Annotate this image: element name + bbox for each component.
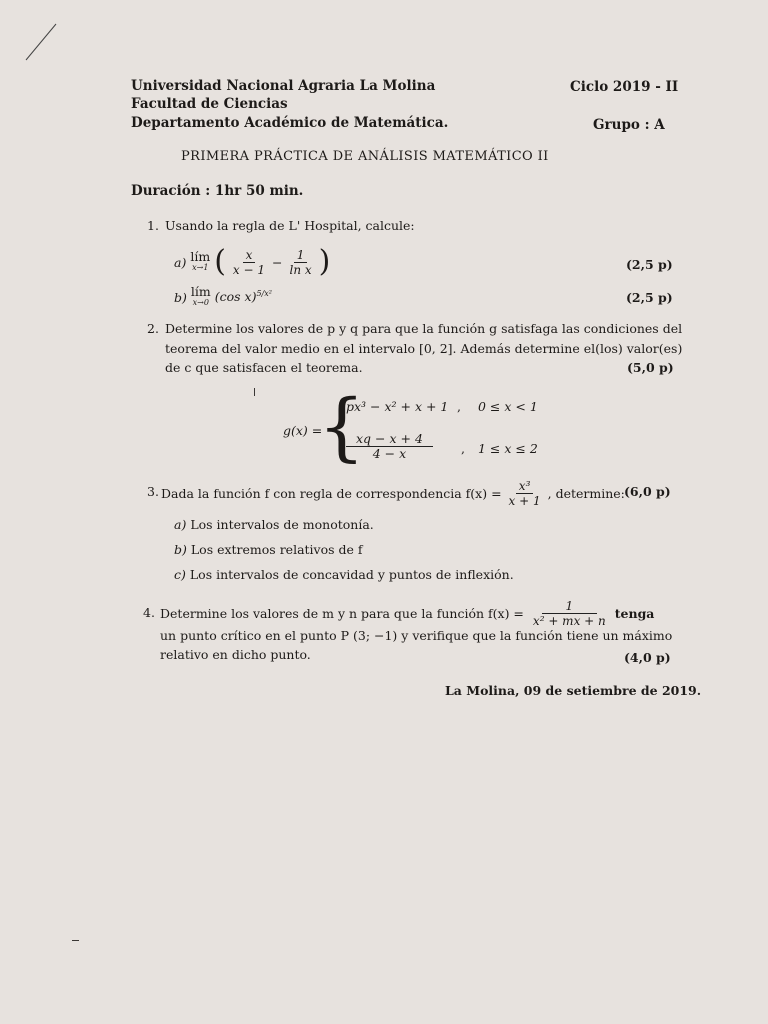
q2-points: (5,0 p) [627, 360, 674, 375]
q1a-points: (2,5 p) [626, 257, 673, 272]
lim-word: lím [190, 249, 211, 264]
q4-line-1: Determine los valores de m y n para que la función f(x) = [160, 605, 524, 621]
lim-subscript: x→1 [192, 263, 209, 272]
q3-text: Dada la función f con regla de correspondencia f(x) = [161, 485, 502, 501]
item-label: a) [174, 517, 187, 532]
g-condition-1: 0 ≤ x < 1 [478, 399, 538, 414]
q4-statement [160, 596, 654, 630]
date-signature: La Molina, 09 de setiembre de 2019. [445, 683, 702, 698]
q2-number: 2. [147, 321, 159, 336]
fraction-numerator: x³ [516, 479, 534, 494]
comma: , [457, 399, 461, 414]
stray-mark [72, 940, 79, 941]
fraction-denominator: 4 − x [372, 446, 407, 461]
pencil-stroke [20, 22, 60, 64]
q2-line-1: Determine los valores de p y q para que la función g satisfaga las condiciones del [165, 321, 683, 336]
item-text: Los extremos relativos de f [190, 542, 363, 557]
q2-line-3: de c que satisfacen el teorema. [165, 360, 363, 375]
university-name: Universidad Nacional Agraria La Molina [131, 78, 436, 94]
faculty-name: Facultad de Ciencias [131, 96, 288, 112]
fraction-denominator: x − 1 [232, 262, 266, 277]
q1b-base: (cos x)$^{5/x^2}$ [214, 289, 272, 305]
q1a-fraction-2 [287, 248, 315, 277]
q4-line-1-after: tenga [614, 605, 655, 621]
q4-line-3: relativo en dicho punto. [160, 647, 311, 662]
q1b-points: (2,5 p) [626, 290, 673, 305]
fraction-numerator: xq − x + 4 [346, 432, 433, 447]
q1a-expression [174, 242, 330, 282]
group-label: Grupo : A [593, 117, 665, 133]
q4-number: 4. [143, 605, 155, 620]
fraction-denominator: x + 1 [508, 493, 541, 508]
q1b-limit [191, 286, 211, 308]
q3-points: (6,0 p) [624, 484, 671, 499]
g-label: g(x) = [283, 423, 323, 438]
left-paren: ( [214, 244, 226, 279]
q4-line-2: un punto crítico en el punto P (3; −1) y verifique que la función tiene un máximo [160, 628, 673, 643]
item-label: c) [174, 567, 186, 582]
g-condition-2: 1 ≤ x ≤ 2 [478, 441, 538, 456]
item-text: Los intervalos de monotonía. [190, 517, 374, 532]
q1a-limit [190, 251, 210, 273]
g-case-2 [346, 432, 433, 461]
q3-number: 3. [147, 484, 159, 499]
q3-item-c [174, 567, 514, 582]
q4-points: (4,0 p) [624, 650, 671, 665]
q1-number: 1. [147, 218, 159, 233]
fraction-denominator: ln x [289, 262, 312, 277]
stray-mark [254, 388, 255, 396]
q3-fraction [506, 479, 544, 508]
fraction-numerator: 1 [294, 248, 308, 263]
q1a-label: a) [174, 254, 187, 270]
q2-line-2: teorema del valor medio en el intervalo [0, 2]. Además determine el(los) valor(es) [165, 341, 683, 356]
fraction-numerator: x [243, 248, 256, 263]
item-label: b) [174, 542, 187, 557]
q1b-label: b) [174, 289, 187, 305]
lim-word: lím [190, 284, 211, 299]
piecewise-brace: { [318, 384, 366, 470]
department-name: Departamento Académico de Matemática. [131, 115, 449, 131]
q3-statement [161, 476, 625, 510]
fraction-numerator: 1 [542, 599, 598, 614]
exam-title: PRIMERA PRÁCTICA DE ANÁLISIS MATEMÁTICO II [181, 149, 549, 164]
q3-text-after: , determine: [547, 485, 625, 501]
q1a-fraction-1 [230, 248, 268, 277]
g-case-1: px³ − x² + x + 1 [346, 399, 449, 414]
q4-fraction [530, 599, 609, 628]
fraction-denominator: x² + mx + n [532, 613, 606, 628]
q1b-expression [174, 286, 272, 308]
comma: , [461, 441, 465, 456]
q1b-exponent: 5/x² [256, 289, 272, 299]
q1-text: Usando la regla de L' Hospital, calcule: [165, 218, 415, 233]
lim-subscript: x→0 [192, 298, 209, 307]
minus-sign: − [272, 254, 283, 270]
q3-item-a [174, 517, 374, 532]
cycle-label: Ciclo 2019 - II [570, 79, 679, 95]
item-text: Los intervalos de concavidad y puntos de inflexión. [189, 567, 514, 582]
right-paren: ) [318, 244, 331, 279]
duration: Duración : 1hr 50 min. [131, 183, 304, 199]
q3-item-b [174, 542, 363, 557]
